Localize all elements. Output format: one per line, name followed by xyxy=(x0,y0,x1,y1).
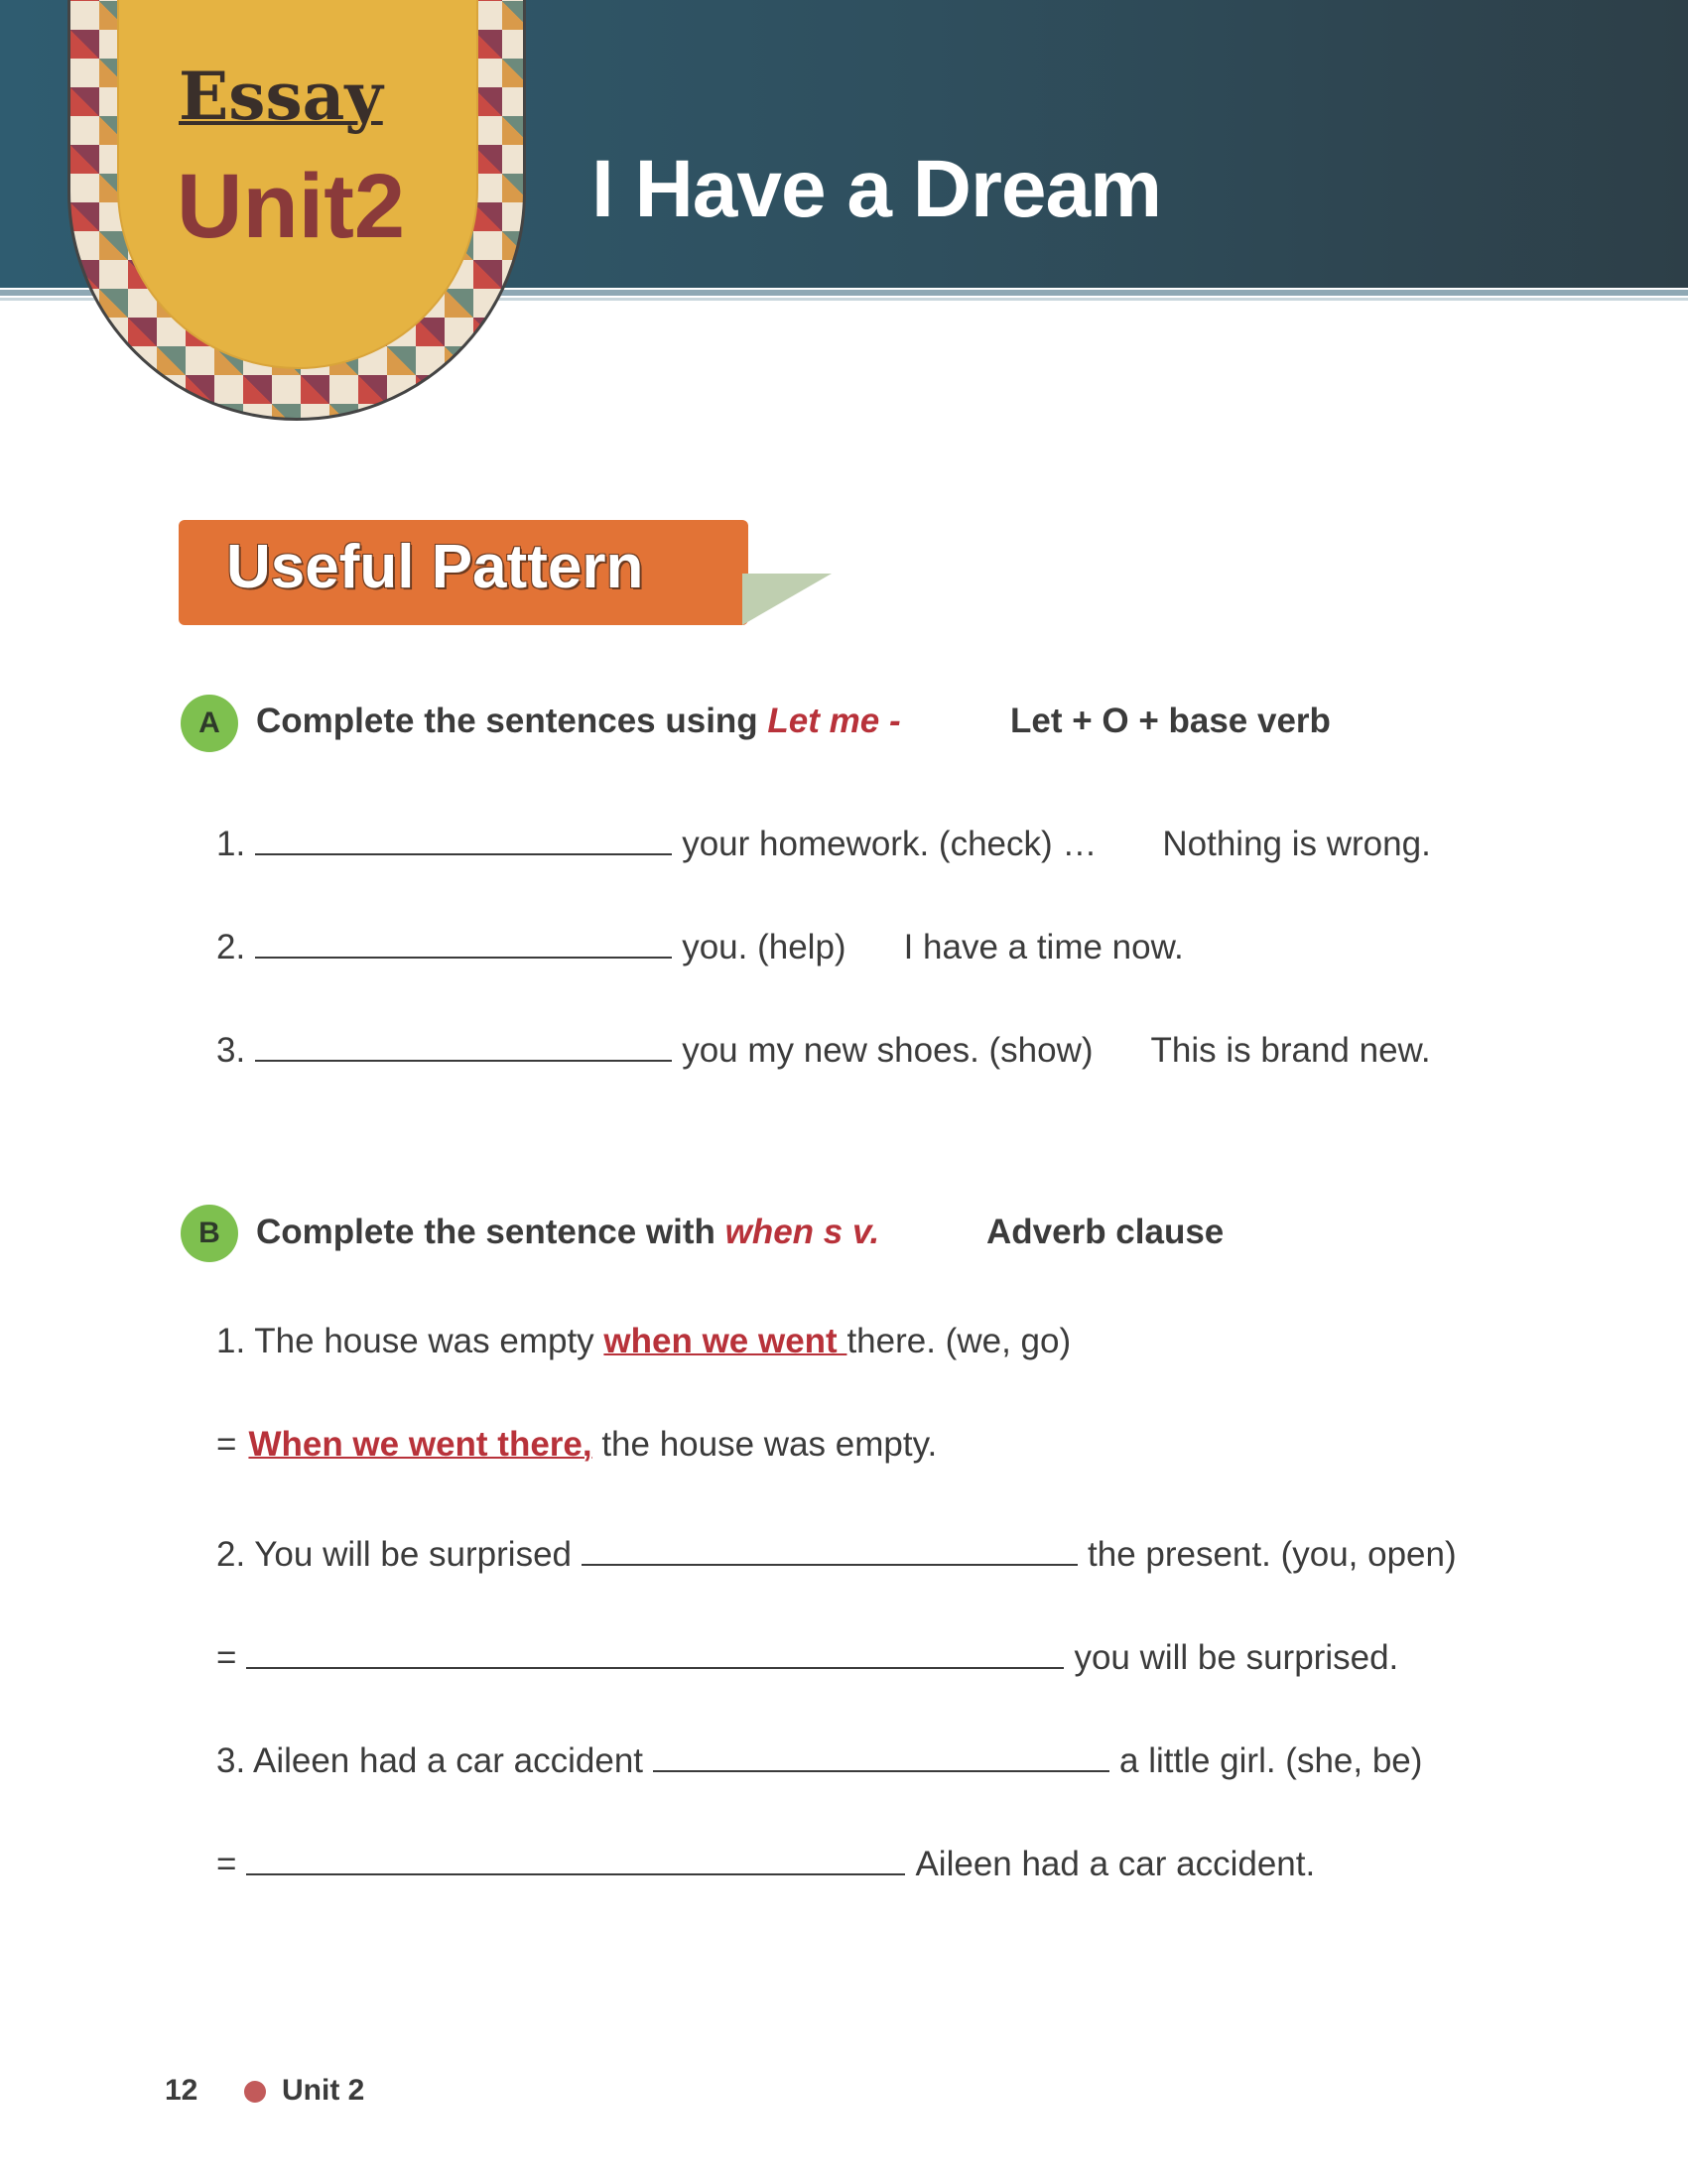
section-a-instruction xyxy=(256,702,901,741)
example-answer: When we went there, xyxy=(248,1425,592,1464)
answer-blank[interactable] xyxy=(653,1734,1109,1772)
unit-label: Unit2 xyxy=(177,156,405,257)
answer-blank[interactable] xyxy=(582,1528,1078,1566)
item-text: Aileen had a car accident. xyxy=(915,1845,1316,1883)
footer-unit: Unit 2 xyxy=(282,2074,365,2107)
answer-blank[interactable] xyxy=(255,921,672,959)
section-b-note: Adverb clause xyxy=(986,1213,1225,1251)
item-text: you my new shoes. (show) xyxy=(682,1031,1094,1070)
item-text: the present. (you, open) xyxy=(1088,1535,1457,1574)
section-b-item-3 xyxy=(216,1734,1422,1781)
item-number: 2. xyxy=(216,928,246,966)
item-text: you. (help) xyxy=(682,928,846,966)
section-b-example-1 xyxy=(216,1322,1071,1361)
item-text: your homework. (check) … xyxy=(682,825,1098,863)
item-text: you will be surprised. xyxy=(1074,1638,1399,1677)
answer-blank[interactable] xyxy=(246,1838,905,1875)
equals-sign: = xyxy=(216,1425,237,1464)
item-text: 2. You will be surprised xyxy=(216,1535,572,1574)
section-a-item-3 xyxy=(216,1024,1431,1071)
section-a-instruction-text: Complete the sentences using xyxy=(256,702,768,740)
section-tab-label: Useful Pattern xyxy=(226,533,644,601)
item-number: 3. xyxy=(216,1031,246,1070)
item-number: 1. xyxy=(216,825,246,863)
equals-sign: = xyxy=(216,1638,237,1677)
item-text: a little girl. (she, be) xyxy=(1119,1741,1423,1780)
section-a-note: Let + O + base verb xyxy=(1010,702,1331,740)
section-b-item-2 xyxy=(216,1528,1457,1575)
bullet-dot-icon xyxy=(244,2081,266,2103)
item-text: 1. The house was empty xyxy=(216,1322,604,1360)
section-a-item-1 xyxy=(216,818,1431,864)
section-b-badge: B xyxy=(181,1205,238,1262)
answer-blank[interactable] xyxy=(255,818,672,855)
section-a-pattern: Let me - xyxy=(767,702,901,740)
section-b-instruction xyxy=(256,1213,879,1252)
page-number: 12 xyxy=(165,2074,198,2107)
section-a-item-2 xyxy=(216,921,1184,967)
item-hint: I have a time now. xyxy=(903,928,1184,966)
section-b-example-1-rewrite xyxy=(216,1425,937,1465)
section-b-item-3-rewrite xyxy=(216,1838,1315,1884)
answer-blank[interactable] xyxy=(255,1024,672,1062)
essay-label: Essay xyxy=(179,58,383,135)
section-b-item-2-rewrite xyxy=(216,1631,1398,1678)
item-text: the house was empty. xyxy=(591,1425,938,1464)
section-b-instruction-text: Complete the sentence with xyxy=(256,1213,725,1251)
page-title: I Have a Dream xyxy=(591,144,1162,234)
item-text: there. (we, go) xyxy=(846,1322,1072,1360)
item-text: 3. Aileen had a car accident xyxy=(216,1741,644,1780)
answer-blank[interactable] xyxy=(246,1631,1064,1669)
section-tab-tail xyxy=(742,574,832,625)
equals-sign: = xyxy=(216,1845,237,1883)
item-hint: Nothing is wrong. xyxy=(1162,825,1431,863)
section-a-badge: A xyxy=(181,695,238,752)
section-b-pattern: when s v. xyxy=(724,1213,880,1251)
example-answer: when we went xyxy=(603,1322,847,1360)
item-hint: This is brand new. xyxy=(1150,1031,1431,1070)
